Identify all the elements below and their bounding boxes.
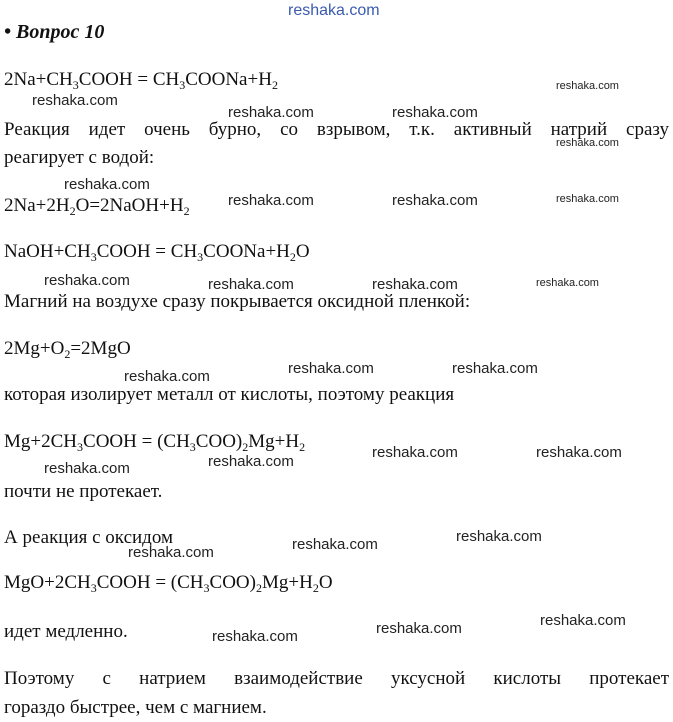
watermark: reshaka.com — [288, 360, 374, 377]
watermark: reshaka.com — [228, 104, 314, 121]
watermark: reshaka.com — [32, 92, 118, 109]
watermark: reshaka.com — [208, 453, 294, 470]
watermark: reshaka.com — [556, 80, 619, 92]
watermark: reshaka.com — [376, 620, 462, 637]
equation-3: $NaOH+CH_3COOH$ = $CH_3COONa+H_2O$ — [4, 241, 310, 264]
paragraph-1a: Реакция идет очень бурно, со взрывом, т.к. активный натрий сразу — [4, 119, 669, 140]
paragraph-5: А реакция с оксидом — [4, 527, 173, 548]
watermark: reshaka.com — [536, 444, 622, 461]
watermark: reshaka.com — [372, 444, 458, 461]
watermark: reshaka.com — [540, 612, 626, 629]
paragraph-7b: гораздо быстрее, чем с магнием. — [4, 697, 267, 718]
paragraph-1b: реагирует с водой: — [4, 147, 155, 168]
equation-4: $2Mg+O_2=2MgO$ — [4, 338, 131, 361]
watermark: reshaka.com — [456, 528, 542, 545]
watermark: reshaka.com — [536, 277, 599, 289]
watermark: reshaka.com — [128, 544, 214, 561]
paragraph-2: Магний на воздухе сразу покрывается оксидной пленкой: — [4, 291, 471, 312]
watermark: reshaka.com — [44, 460, 130, 477]
watermark: reshaka.com — [208, 276, 294, 293]
paragraph-4: почти не протекает. — [4, 481, 163, 502]
watermark: reshaka.com — [372, 276, 458, 293]
watermark: reshaka.com — [392, 104, 478, 121]
paragraph-7a: Поэтому с натрием взаимодействие уксусной кислоты протекает — [4, 668, 669, 689]
watermark: reshaka.com — [228, 192, 314, 209]
watermark: reshaka.com — [44, 272, 130, 289]
paragraph-3: которая изолирует металл от кислоты, поэтому реакция — [4, 384, 455, 405]
watermark: reshaka.com — [556, 193, 619, 205]
watermark: reshaka.com — [212, 628, 298, 645]
equation-6: $MgO+2CH_3COOH = (CH_3COO)_2Mg+H_2O$ — [4, 572, 333, 595]
watermark: reshaka.com — [452, 360, 538, 377]
question-heading: • Вопрос 10 — [4, 21, 105, 43]
equation-5: $Mg+2CH_3COOH = (CH_3COO)_2Mg+H_2$ — [4, 431, 306, 454]
watermark: reshaka.com — [556, 137, 619, 149]
equation-2: $2Na+2H_2O=2NaOH+H_2$ — [4, 195, 190, 218]
watermark: reshaka.com — [64, 176, 150, 193]
watermark: reshaka.com — [124, 368, 210, 385]
site-header-watermark: reshaka.com — [288, 2, 380, 19]
paragraph-6: идет медленно. — [4, 621, 128, 642]
watermark: reshaka.com — [292, 536, 378, 553]
equation-1: $2Na+CH_3COOH$ = $CH_3COONa+H_2$ — [4, 69, 278, 92]
watermark: reshaka.com — [392, 192, 478, 209]
